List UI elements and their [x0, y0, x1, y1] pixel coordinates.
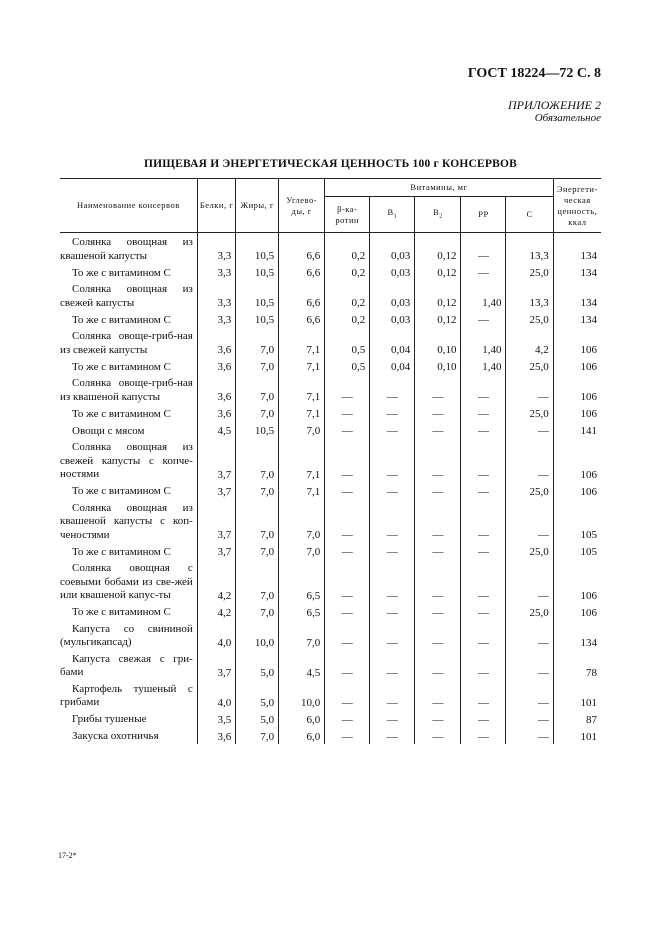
- cell-carbs: 6,6: [279, 263, 325, 280]
- col-header-carbs: Углево-ды, г: [279, 179, 325, 233]
- product-name: То же с витамином С: [72, 313, 171, 326]
- cell-energy: 106: [553, 327, 601, 357]
- cell-fat: 7,0: [236, 727, 279, 744]
- col-header-name: Наименование консервов: [60, 179, 197, 233]
- cell-protein: 3,3: [197, 263, 235, 280]
- cell-b1: —: [370, 603, 415, 620]
- table-row: [60, 603, 601, 620]
- product-name: Солянка овощная из свежей капусты с копче-ностями: [60, 441, 193, 480]
- product-name: То же с витамином С: [72, 266, 171, 279]
- cell-fat: 10,5: [236, 421, 279, 438]
- product-name: Солянка овощная из квашеной капусты с коп-ченостями: [60, 501, 193, 541]
- cell-protein: 3,6: [197, 404, 235, 421]
- cell-pp: —: [461, 263, 506, 280]
- cell-pp: —: [461, 727, 506, 744]
- cell-carbs: 6,6: [279, 280, 325, 310]
- cell-energy: 134: [553, 233, 601, 264]
- cell-protein: 3,7: [197, 482, 235, 499]
- cell-carbs: 7,0: [279, 542, 325, 559]
- cell-fat: 7,0: [236, 327, 279, 357]
- cell-c: —: [506, 680, 553, 710]
- cell-carbs: 7,1: [279, 327, 325, 357]
- cell-b1: —: [370, 482, 415, 499]
- table-row: [60, 233, 601, 264]
- cell-energy: 106: [553, 404, 601, 421]
- table-row: [60, 680, 601, 710]
- cell-b2: 0,12: [415, 233, 461, 264]
- cell-beta: —: [325, 727, 370, 744]
- cell-energy: 141: [553, 421, 601, 438]
- cell-pp: —: [461, 438, 506, 482]
- table-title: ПИЩЕВАЯ И ЭНЕРГЕТИЧЕСКАЯ ЦЕННОСТЬ 100 г КОНСЕРВОВ: [143, 158, 518, 170]
- cell-pp: —: [461, 499, 506, 543]
- cell-protein: 3,7: [197, 499, 235, 543]
- cell-protein: 4,5: [197, 421, 235, 438]
- cell-c: 25,0: [506, 310, 553, 327]
- product-name: Грибы тушеные: [72, 713, 147, 725]
- cell-fat: 7,0: [236, 603, 279, 620]
- cell-c: —: [506, 620, 553, 650]
- cell-beta: —: [325, 603, 370, 620]
- cell-protein: 3,3: [197, 280, 235, 310]
- cell-beta: —: [325, 438, 370, 482]
- table-row: [60, 280, 601, 310]
- cell-protein: 3,7: [197, 542, 235, 559]
- cell-fat: 7,0: [236, 357, 279, 374]
- table-row: [60, 421, 601, 438]
- cell-fat: 10,5: [236, 280, 279, 310]
- cell-b1: 0,03: [370, 310, 415, 327]
- cell-beta: —: [325, 404, 370, 421]
- cell-c: 25,0: [506, 482, 553, 499]
- cell-c: —: [506, 499, 553, 543]
- table-row: [60, 357, 601, 374]
- cell-b1: 0,04: [370, 357, 415, 374]
- cell-b2: —: [415, 374, 461, 404]
- cell-b2: —: [415, 727, 461, 744]
- cell-fat: 7,0: [236, 559, 279, 603]
- product-name: Солянка овощная из свежей капусты: [60, 283, 193, 309]
- cell-b2: —: [415, 542, 461, 559]
- col-header-vitamins: Витамины, мг: [325, 179, 553, 197]
- cell-carbs: 7,1: [279, 357, 325, 374]
- cell-fat: 7,0: [236, 438, 279, 482]
- table-row: [60, 482, 601, 499]
- cell-protein: 3,6: [197, 327, 235, 357]
- page-footer-code: 17-2*: [58, 851, 77, 860]
- cell-pp: —: [461, 620, 506, 650]
- table-row: [60, 620, 601, 650]
- cell-pp: —: [461, 233, 506, 264]
- cell-beta: 0,2: [325, 280, 370, 310]
- cell-b1: —: [370, 710, 415, 727]
- cell-energy: 78: [553, 650, 601, 680]
- cell-energy: 106: [553, 374, 601, 404]
- cell-b2: —: [415, 650, 461, 680]
- cell-b1: —: [370, 374, 415, 404]
- cell-pp: —: [461, 603, 506, 620]
- cell-beta: 0,5: [325, 327, 370, 357]
- table-row: [60, 650, 601, 680]
- cell-energy: 106: [553, 357, 601, 374]
- cell-protein: 3,5: [197, 710, 235, 727]
- cell-b1: —: [370, 438, 415, 482]
- cell-carbs: 6,5: [279, 603, 325, 620]
- cell-fat: 7,0: [236, 499, 279, 543]
- cell-b2: 0,10: [415, 327, 461, 357]
- product-name: То же с витамином С: [72, 606, 171, 618]
- cell-c: 4,2: [506, 327, 553, 357]
- cell-pp: 1,40: [461, 357, 506, 374]
- table-row: [60, 263, 601, 280]
- product-name: Солянка овоще-гриб-ная из квашеной капусты: [60, 377, 193, 403]
- product-name: Закуска охотничья: [72, 730, 159, 742]
- cell-protein: 4,2: [197, 559, 235, 603]
- cell-fat: 5,0: [236, 680, 279, 710]
- cell-fat: 5,0: [236, 710, 279, 727]
- table-row: [60, 559, 601, 603]
- cell-b1: 0,03: [370, 233, 415, 264]
- cell-c: —: [506, 438, 553, 482]
- cell-fat: 7,0: [236, 542, 279, 559]
- cell-fat: 7,0: [236, 374, 279, 404]
- cell-beta: —: [325, 499, 370, 543]
- col-header-c: C: [506, 197, 553, 233]
- cell-b1: —: [370, 499, 415, 543]
- cell-beta: —: [325, 482, 370, 499]
- cell-energy: 106: [553, 603, 601, 620]
- cell-b1: —: [370, 620, 415, 650]
- appendix-label: ПРИЛОЖЕНИЕ 2: [508, 98, 601, 112]
- cell-b2: 0,10: [415, 357, 461, 374]
- cell-beta: —: [325, 650, 370, 680]
- cell-carbs: 6,6: [279, 310, 325, 327]
- cell-pp: 1,40: [461, 280, 506, 310]
- cell-energy: 101: [553, 680, 601, 710]
- col-header-pp: PP: [461, 197, 506, 233]
- cell-carbs: 7,0: [279, 499, 325, 543]
- cell-energy: 101: [553, 727, 601, 744]
- table-row: [60, 310, 601, 327]
- cell-c: 25,0: [506, 404, 553, 421]
- col-header-beta-carotene: β-ка-ротин: [325, 197, 370, 233]
- cell-protein: 3,6: [197, 357, 235, 374]
- cell-c: 25,0: [506, 357, 553, 374]
- cell-c: 25,0: [506, 603, 553, 620]
- cell-beta: —: [325, 374, 370, 404]
- cell-c: 25,0: [506, 263, 553, 280]
- product-name: То же с витамином С: [72, 360, 171, 373]
- cell-beta: —: [325, 620, 370, 650]
- cell-energy: 87: [553, 710, 601, 727]
- cell-b2: —: [415, 603, 461, 620]
- cell-b1: —: [370, 421, 415, 438]
- cell-protein: 3,3: [197, 233, 235, 264]
- col-header-protein: Белки, г: [197, 179, 235, 233]
- cell-energy: 134: [553, 263, 601, 280]
- cell-beta: —: [325, 680, 370, 710]
- product-name: То же с витамином С: [72, 485, 171, 497]
- cell-energy: 106: [553, 482, 601, 499]
- standard-header: ГОСТ 18224—72 С. 8: [467, 66, 601, 81]
- cell-fat: 10,5: [236, 263, 279, 280]
- table-row: [60, 499, 601, 543]
- product-name: Солянка овощная с соевыми бобами из све-жей или квашеной капус-ты: [60, 562, 193, 601]
- cell-protein: 3,6: [197, 727, 235, 744]
- product-name: То же с витамином С: [72, 545, 171, 558]
- cell-c: —: [506, 374, 553, 404]
- cell-b2: —: [415, 404, 461, 421]
- cell-carbs: 6,0: [279, 727, 325, 744]
- cell-beta: —: [325, 542, 370, 559]
- cell-b2: —: [415, 559, 461, 603]
- cell-c: —: [506, 421, 553, 438]
- cell-beta: 0,2: [325, 310, 370, 327]
- cell-energy: 134: [553, 620, 601, 650]
- cell-energy: 134: [553, 280, 601, 310]
- cell-b1: —: [370, 650, 415, 680]
- cell-pp: 1,40: [461, 327, 506, 357]
- table-row: [60, 542, 601, 559]
- cell-protein: 3,7: [197, 650, 235, 680]
- cell-b1: —: [370, 727, 415, 744]
- cell-c: 13,3: [506, 233, 553, 264]
- cell-carbs: 7,1: [279, 404, 325, 421]
- cell-protein: 3,7: [197, 438, 235, 482]
- cell-beta: 0,2: [325, 263, 370, 280]
- cell-energy: 105: [553, 542, 601, 559]
- col-header-fat: Жиры, г: [236, 179, 279, 233]
- cell-carbs: 7,1: [279, 438, 325, 482]
- cell-fat: 7,0: [236, 404, 279, 421]
- cell-protein: 4,0: [197, 620, 235, 650]
- appendix-status: Обязательное: [534, 112, 601, 124]
- cell-pp: —: [461, 482, 506, 499]
- table-row: [60, 727, 601, 744]
- cell-energy: 106: [553, 438, 601, 482]
- cell-carbs: 7,1: [279, 482, 325, 499]
- cell-b1: 0,03: [370, 280, 415, 310]
- table-row: [60, 710, 601, 727]
- cell-fat: 10,0: [236, 620, 279, 650]
- cell-pp: —: [461, 710, 506, 727]
- cell-b2: —: [415, 710, 461, 727]
- table-row: [60, 438, 601, 482]
- cell-pp: —: [461, 650, 506, 680]
- cell-carbs: 7,1: [279, 374, 325, 404]
- cell-fat: 10,5: [236, 310, 279, 327]
- cell-beta: 0,5: [325, 357, 370, 374]
- product-name: Овощи с мясом: [72, 424, 145, 437]
- cell-energy: 105: [553, 499, 601, 543]
- table-row: [60, 374, 601, 404]
- cell-protein: 4,0: [197, 680, 235, 710]
- cell-carbs: 7,0: [279, 620, 325, 650]
- cell-pp: —: [461, 680, 506, 710]
- cell-fat: 10,5: [236, 233, 279, 264]
- product-name: То же с витамином С: [72, 407, 171, 420]
- nutrition-table: [60, 178, 601, 744]
- cell-pp: —: [461, 542, 506, 559]
- col-header-energy: Энергети-ческая ценность, ккал: [553, 179, 601, 233]
- cell-b1: 0,03: [370, 263, 415, 280]
- cell-b2: 0,12: [415, 310, 461, 327]
- cell-energy: 134: [553, 310, 601, 327]
- cell-carbs: 6,5: [279, 559, 325, 603]
- cell-c: 25,0: [506, 542, 553, 559]
- cell-pp: —: [461, 559, 506, 603]
- cell-beta: —: [325, 559, 370, 603]
- cell-c: —: [506, 559, 553, 603]
- table-row: [60, 404, 601, 421]
- cell-b2: —: [415, 620, 461, 650]
- cell-beta: —: [325, 710, 370, 727]
- product-name: Солянка овощная из квашеной капусты: [60, 236, 193, 262]
- cell-carbs: 6,0: [279, 710, 325, 727]
- cell-c: 13,3: [506, 280, 553, 310]
- cell-b1: 0,04: [370, 327, 415, 357]
- product-name: Капуста со свининой (мульгикапсад): [60, 622, 193, 648]
- cell-b1: —: [370, 559, 415, 603]
- cell-b2: —: [415, 438, 461, 482]
- cell-carbs: 6,6: [279, 233, 325, 264]
- cell-b2: —: [415, 482, 461, 499]
- cell-b1: —: [370, 680, 415, 710]
- cell-c: —: [506, 710, 553, 727]
- cell-pp: —: [461, 374, 506, 404]
- cell-b1: —: [370, 542, 415, 559]
- cell-protein: 4,2: [197, 603, 235, 620]
- cell-fat: 5,0: [236, 650, 279, 680]
- product-name: Солянка овоще-гриб-ная из свежей капусты: [60, 330, 193, 356]
- cell-b2: 0,12: [415, 280, 461, 310]
- cell-carbs: 7,0: [279, 421, 325, 438]
- cell-b2: —: [415, 499, 461, 543]
- cell-beta: 0,2: [325, 233, 370, 264]
- cell-b2: —: [415, 680, 461, 710]
- cell-energy: 106: [553, 559, 601, 603]
- cell-carbs: 4,5: [279, 650, 325, 680]
- cell-protein: 3,3: [197, 310, 235, 327]
- product-name: Картофель тушеный с грибами: [60, 682, 193, 708]
- cell-beta: —: [325, 421, 370, 438]
- cell-pp: —: [461, 404, 506, 421]
- cell-pp: —: [461, 310, 506, 327]
- cell-c: —: [506, 727, 553, 744]
- cell-carbs: 10,0: [279, 680, 325, 710]
- col-header-b2: $B_2$: [415, 197, 461, 233]
- cell-protein: 3,6: [197, 374, 235, 404]
- cell-b1: —: [370, 404, 415, 421]
- product-name: Капуста свежая с гри-бами: [60, 652, 193, 678]
- cell-c: —: [506, 650, 553, 680]
- table-row: [60, 327, 601, 357]
- cell-pp: —: [461, 421, 506, 438]
- cell-b2: 0,12: [415, 263, 461, 280]
- cell-b2: —: [415, 421, 461, 438]
- cell-fat: 7,0: [236, 482, 279, 499]
- col-header-b1: $B_1$: [370, 197, 415, 233]
